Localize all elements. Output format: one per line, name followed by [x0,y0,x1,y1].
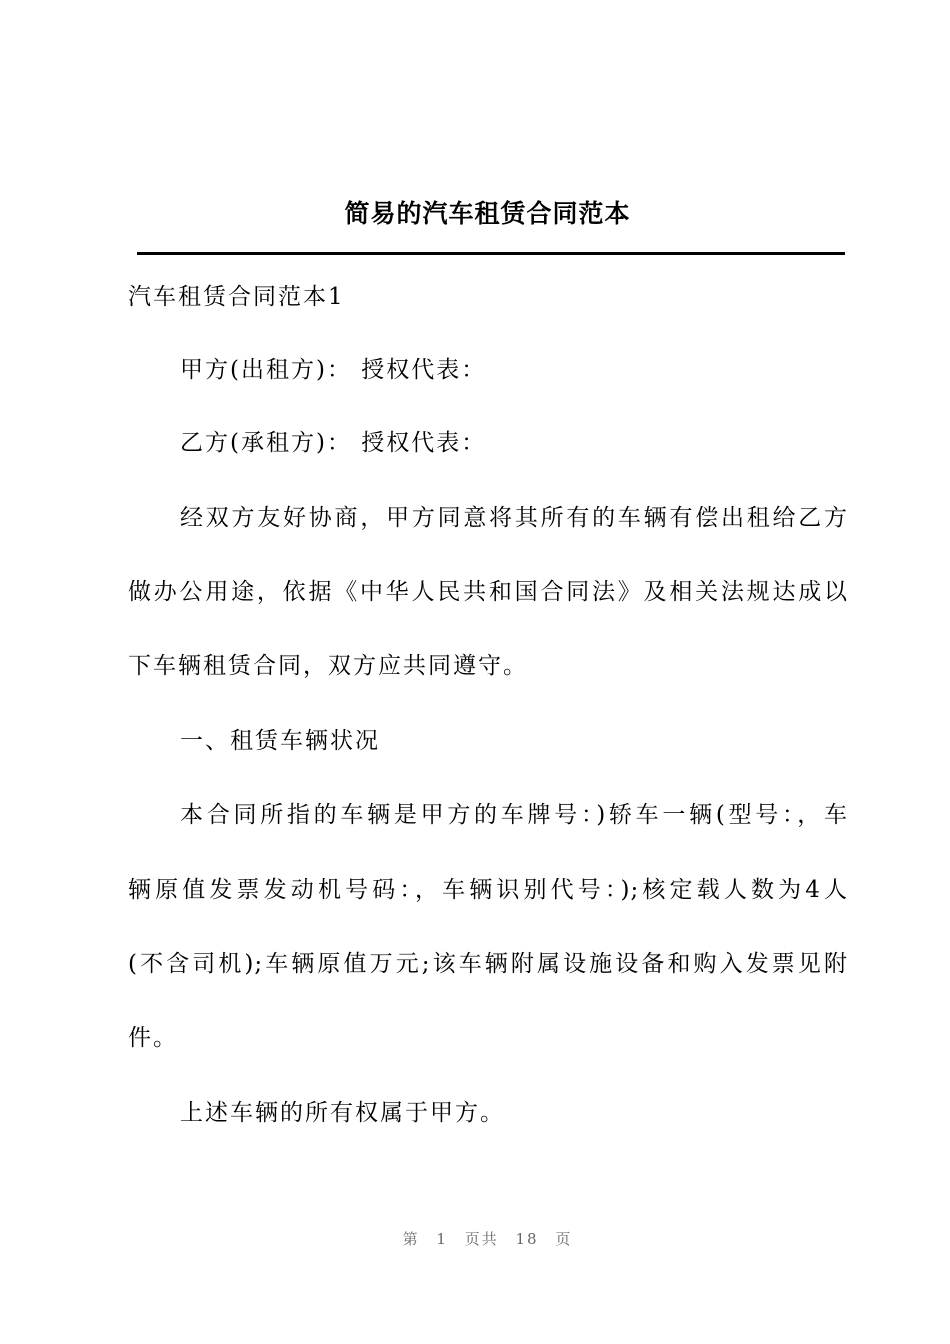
paragraph-line: 下车辆租赁合同，双方应共同遵守。 [128,653,528,679]
paragraph-line: 件。 [128,1025,178,1051]
page-title: 简易的汽车租赁合同范本 [344,199,631,228]
paragraph-line: 经双方友好协商，甲方同意将其所有的车辆有偿出租给乙方 [180,505,848,531]
title-divider [137,252,845,255]
paragraph-line: 做办公用途，依据《中华人民共和国合同法》及相关法规达成以 [128,579,848,605]
party-a-line: 甲方(出租方)： 授权代表： [180,357,487,383]
paragraph-line: (不含司机);车辆原值万元;该车辆附属设施设备和购入发票见附 [128,951,848,977]
clause-heading: 一、租赁车辆状况 [180,728,380,754]
paragraph-line: 本合同所指的车辆是甲方的车牌号：)轿车一辆(型号：，车 [180,802,848,828]
paragraph-line: 上述车辆的所有权属于甲方。 [180,1100,505,1126]
party-b-line: 乙方(承租方)： 授权代表： [180,430,487,456]
section-heading: 汽车租赁合同范本1 [128,284,345,310]
paragraph-line: 辆原值发票发动机号码：，车辆识别代号：);核定载人数为4人 [128,877,848,903]
page-number-footer: 第 1 页共 18 页 [402,1230,573,1248]
